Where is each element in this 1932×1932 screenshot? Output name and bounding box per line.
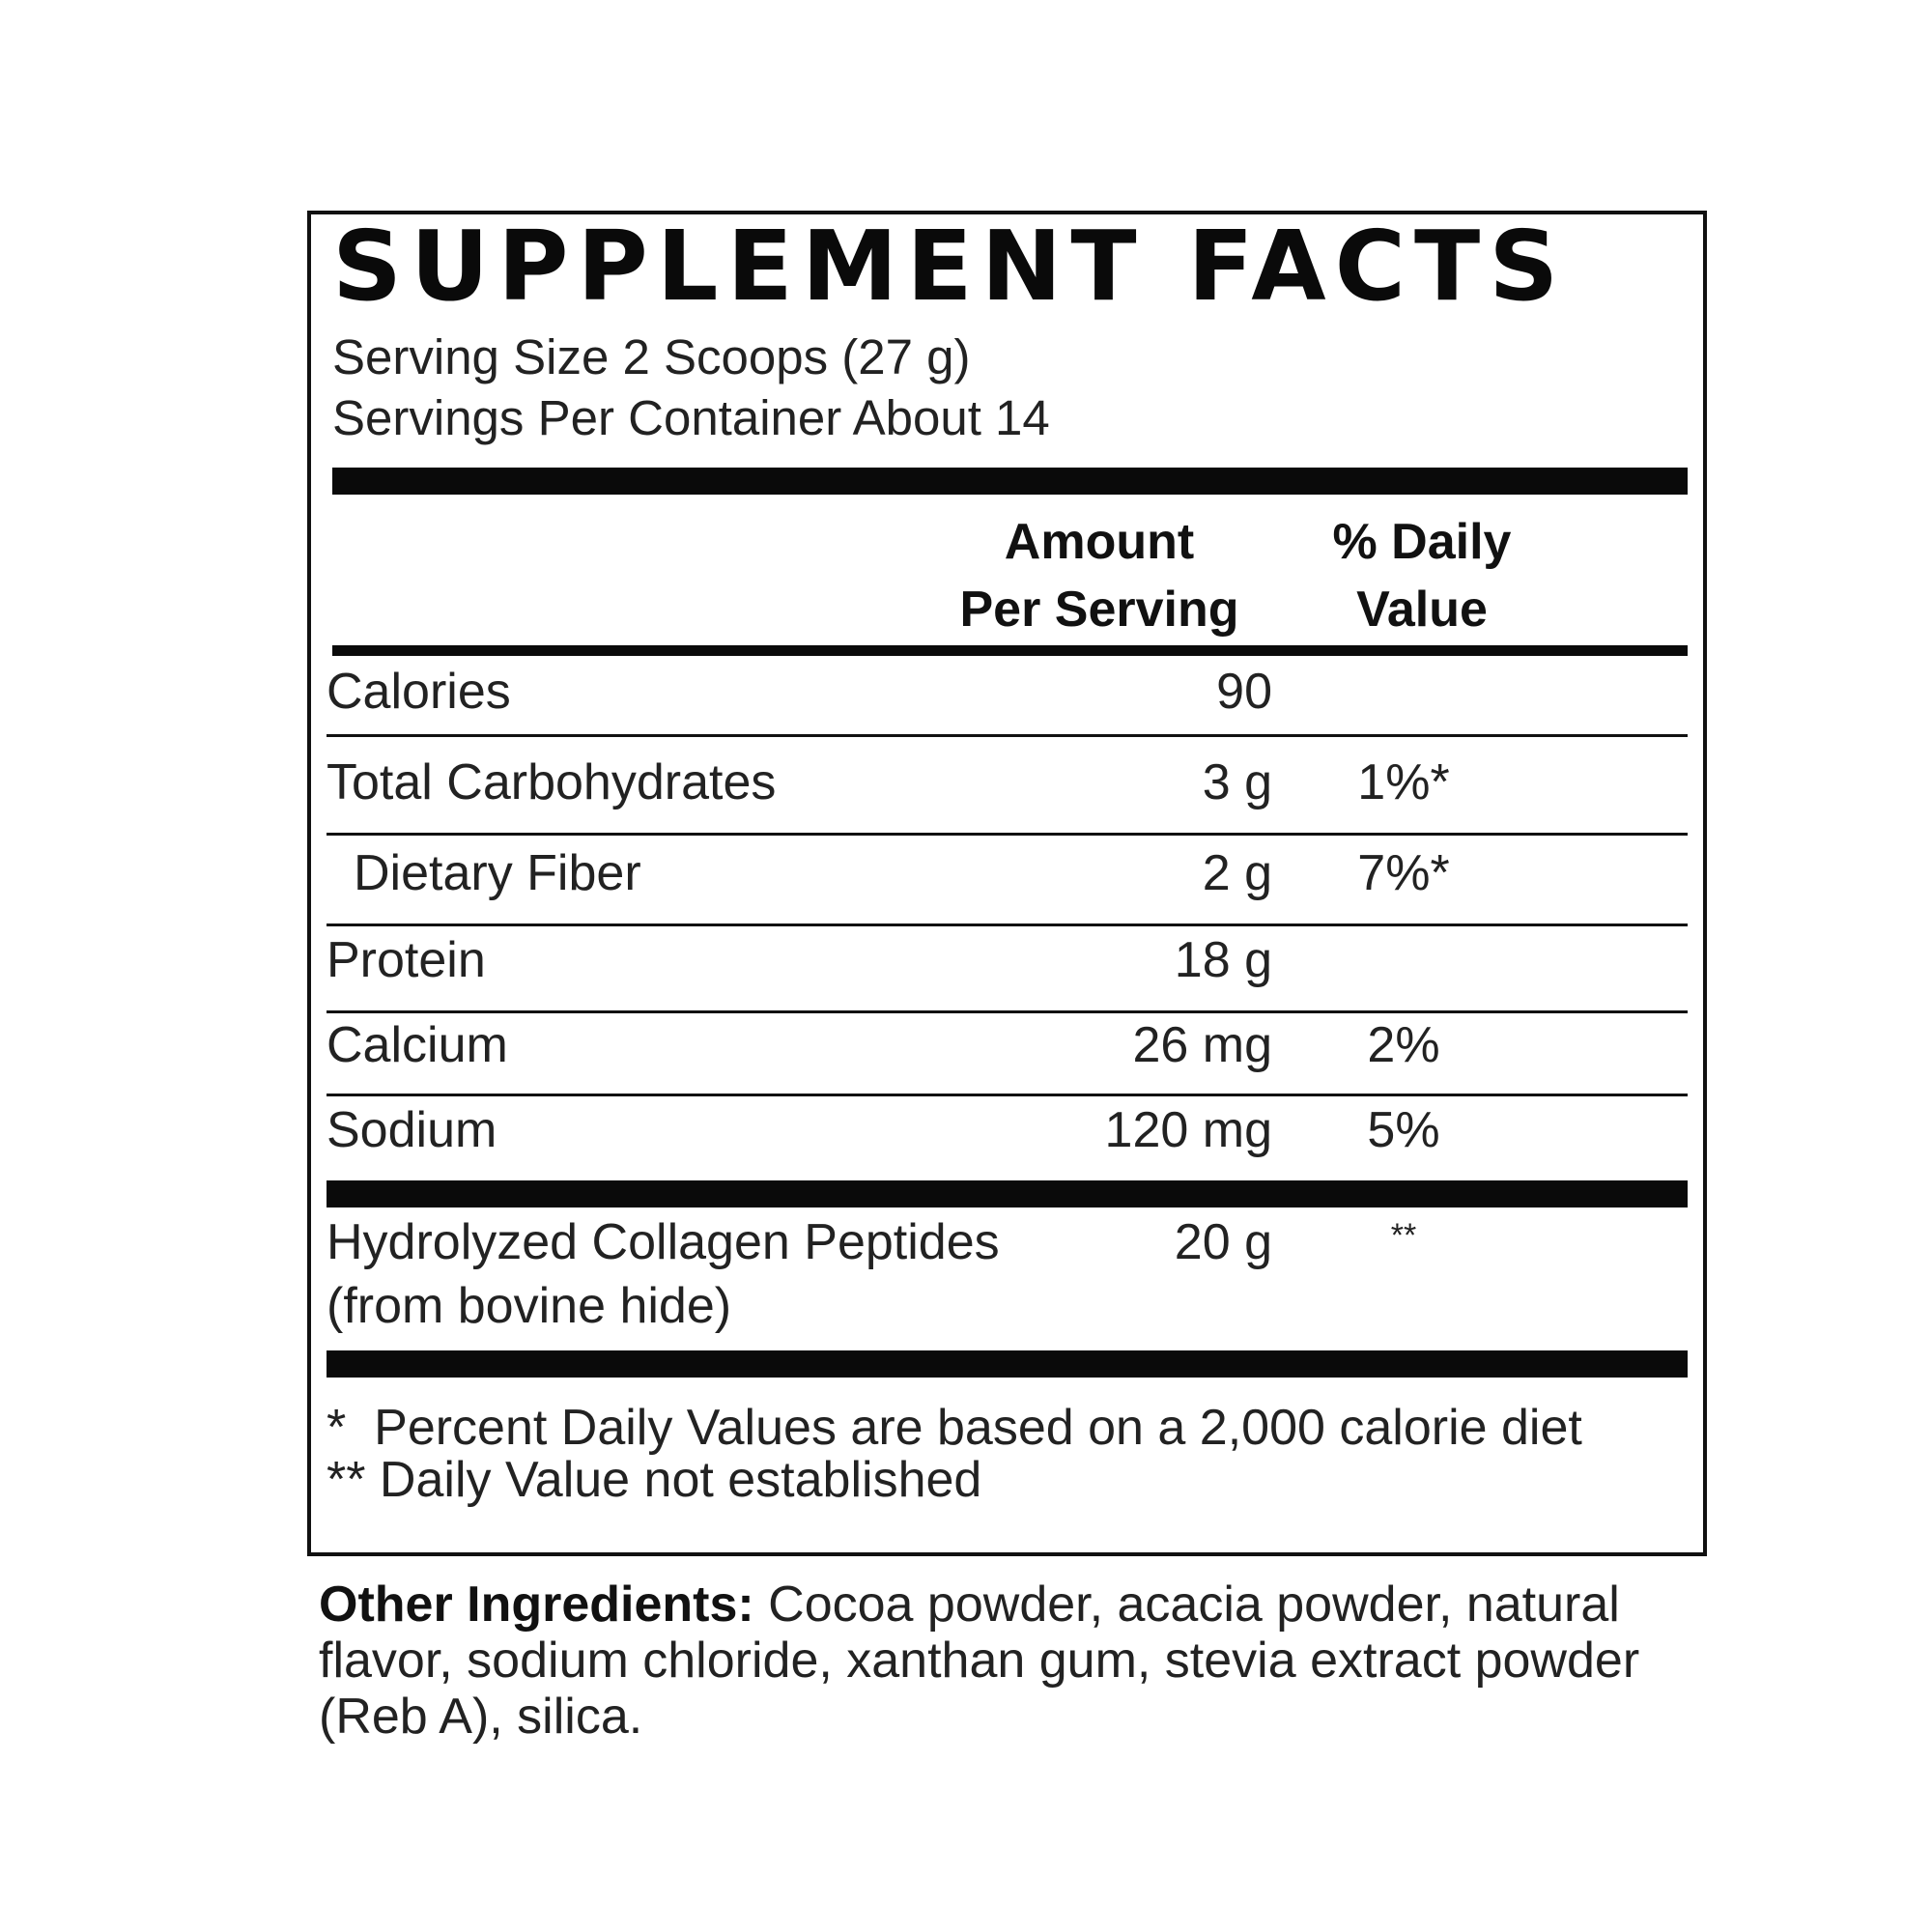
nutrient-name: Calories	[327, 664, 511, 720]
divider-thick-middle	[327, 1180, 1688, 1208]
special-ingredient-name-line2: (from bovine hide)	[327, 1278, 732, 1334]
row-divider	[327, 1010, 1688, 1013]
nutrient-amount: 2 g	[1202, 845, 1272, 901]
special-ingredient-amount: 20 g	[1174, 1214, 1272, 1270]
nutrient-daily-value: 5%	[1367, 1102, 1440, 1158]
divider-header-bottom	[332, 645, 1688, 656]
nutrient-daily-value: 7%*	[1357, 845, 1450, 901]
servings-per-container: Servings Per Container About 14	[332, 390, 1050, 445]
panel-title: SUPPLEMENT FACTS	[332, 210, 1568, 323]
special-ingredient-daily-value: **	[1390, 1217, 1417, 1254]
nutrient-name: Calcium	[327, 1017, 508, 1073]
column-header-dv-line2: Value	[1356, 582, 1488, 638]
nutrient-amount: 26 mg	[1132, 1017, 1272, 1073]
other-ingredients	[319, 1577, 1671, 1745]
column-header-amount-line2: Per Serving	[959, 582, 1239, 638]
serving-size: Serving Size 2 Scoops (27 g)	[332, 329, 971, 384]
nutrient-name: Sodium	[327, 1102, 497, 1158]
nutrient-amount: 90	[1216, 664, 1272, 720]
column-header-dv-line1: % Daily	[1332, 514, 1512, 570]
other-ingredients-text: Cocoa powder, acacia powder, natural flavor, sodium chloride, xanthan gum, stevia extract powder (Reb A), silica.	[319, 1577, 1640, 1745]
row-divider	[327, 734, 1688, 737]
column-header-amount	[935, 508, 1264, 643]
nutrient-name: Protein	[327, 932, 486, 988]
special-ingredient-name-line1: Hydrolyzed Collagen Peptides	[327, 1214, 1000, 1270]
divider-thick-bottom	[327, 1350, 1688, 1378]
nutrient-daily-value: 2%	[1367, 1017, 1440, 1073]
nutrient-daily-value: 1%*	[1357, 754, 1450, 810]
column-header-amount-line1: Amount	[1004, 514, 1195, 570]
nutrient-amount: 3 g	[1202, 754, 1272, 810]
row-divider	[327, 833, 1688, 836]
column-header-daily-value	[1306, 508, 1538, 643]
nutrient-name: Dietary Fiber	[354, 845, 641, 901]
divider-thick-top	[332, 468, 1688, 495]
nutrient-amount: 120 mg	[1104, 1102, 1272, 1158]
footnote-daily-value-basis: * Percent Daily Values are based on a 2,000 calorie diet	[327, 1400, 1582, 1456]
footnote-not-established: ** Daily Value not established	[327, 1452, 982, 1508]
row-divider	[327, 923, 1688, 926]
supplement-facts-panel	[307, 211, 1707, 1556]
row-divider	[327, 1094, 1688, 1096]
other-ingredients-label: Other Ingredients:	[319, 1577, 754, 1633]
nutrient-name: Total Carbohydrates	[327, 754, 777, 810]
nutrient-amount: 18 g	[1174, 932, 1272, 988]
